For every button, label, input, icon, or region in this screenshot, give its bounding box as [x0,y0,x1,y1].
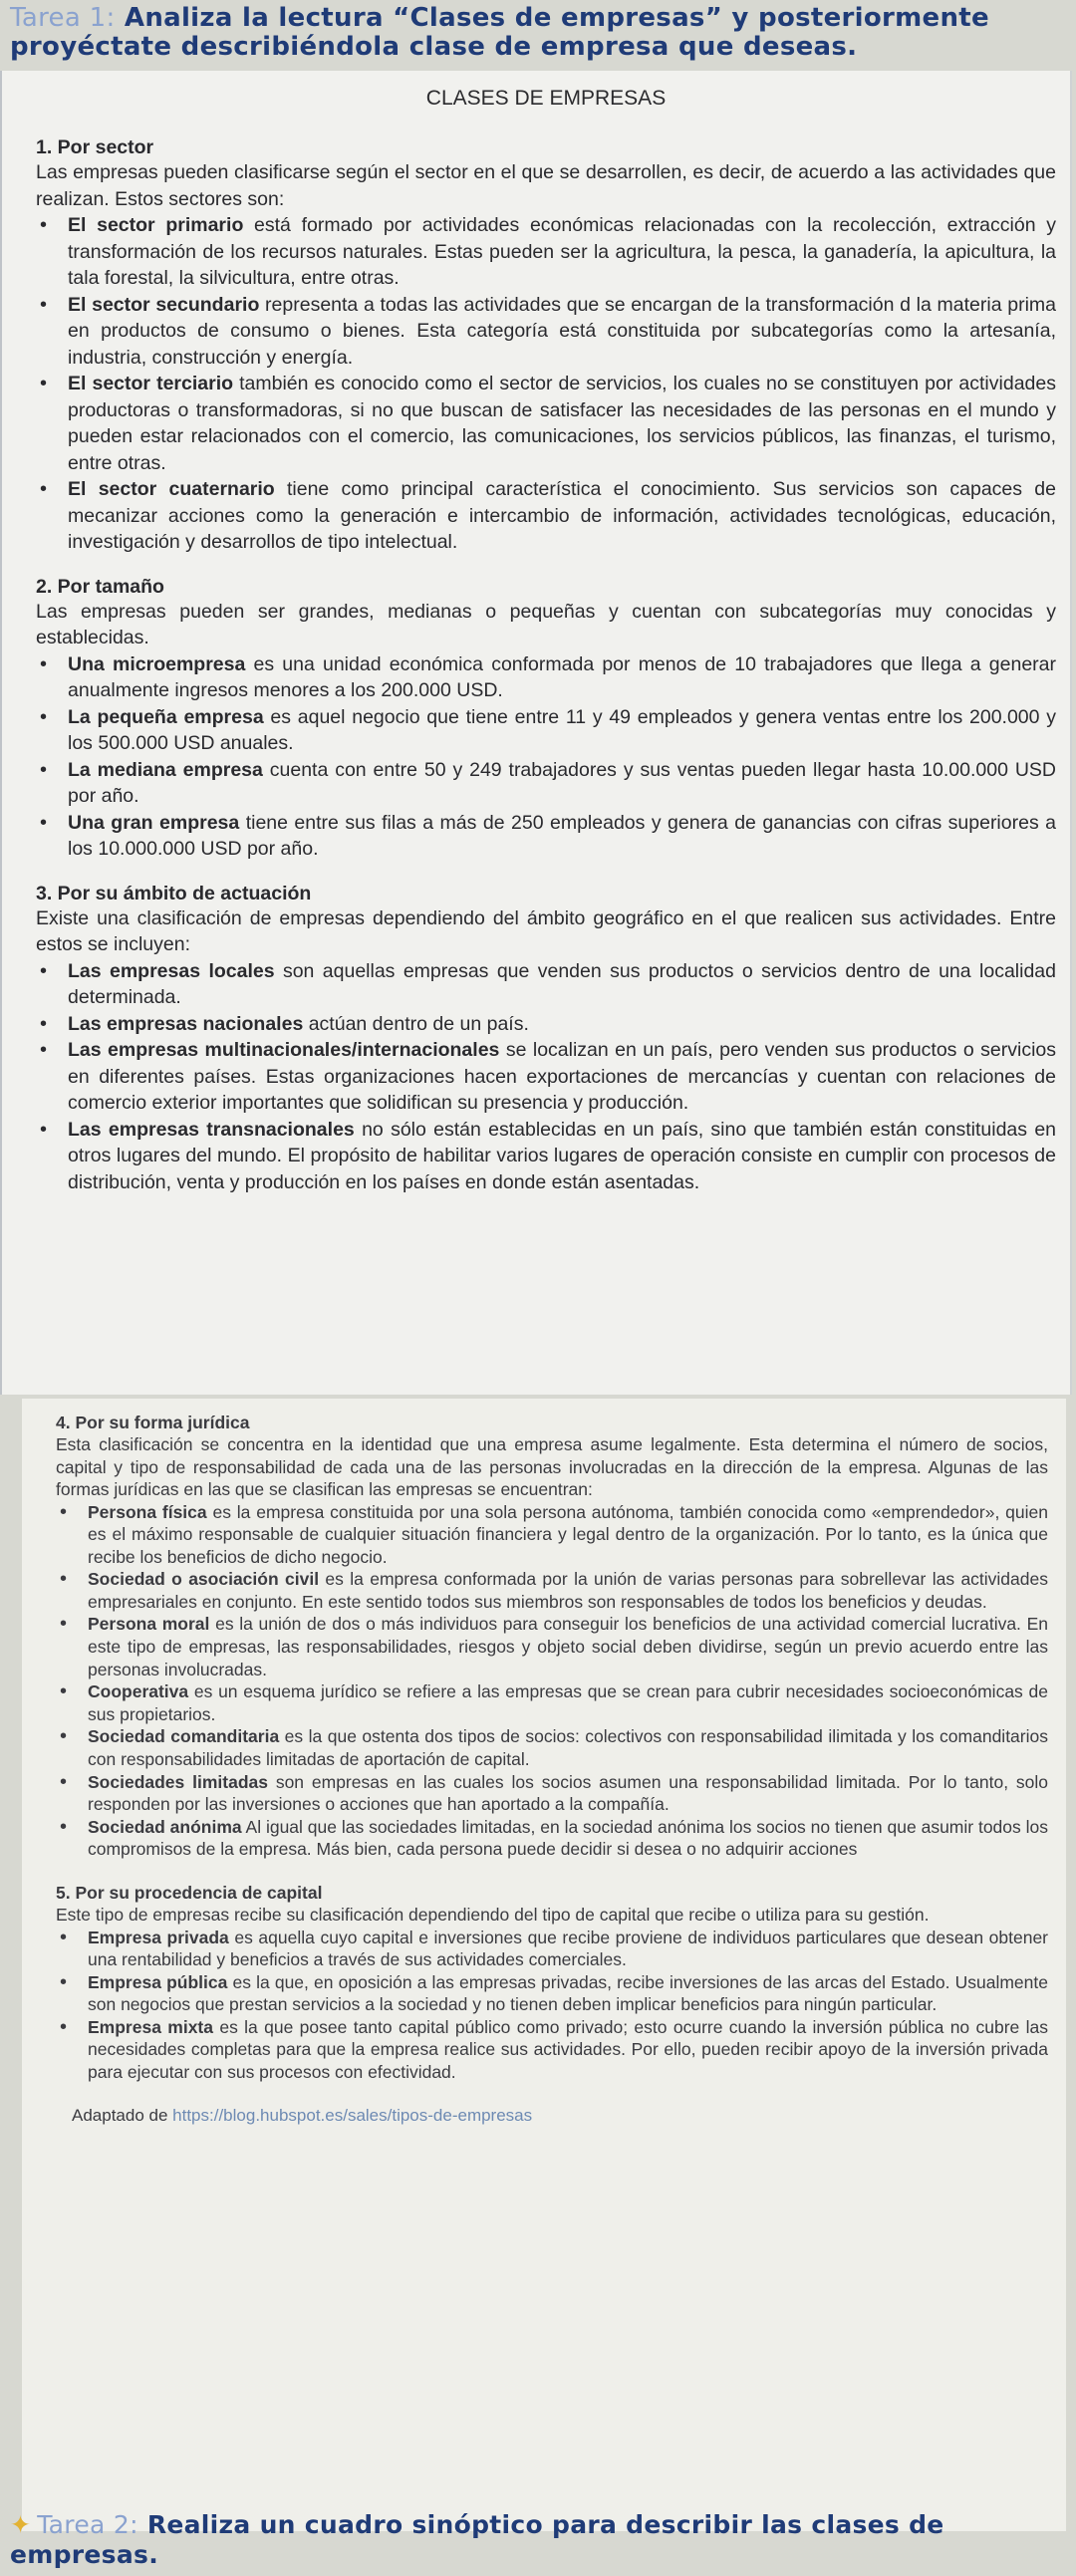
task-2-instruction [10,2510,1062,2570]
list-item: • Sociedad comanditaria es la que ostenta dos tipos de socios: colectivos con responsabilidad ilimitada y los comanditarios con responsabilidades limitadas de aportación de capital. [56,1725,1048,1770]
source-citation [56,2106,1048,2126]
section-heading: 4. Por su forma jurídica [56,1413,250,1432]
task-1-text: Analiza la lectura “Clases de empresas” y posteriormente proyéctate describiéndola clase de empresa que deseas. [10,3,989,62]
list-item: • El sector terciario también es conocido como el sector de servicios, los cuales no se constituyen por actividades productoras o transformadoras, si no que buscan de satisfacer las necesidades de las personas en el mundo y pueden estar relacionados con el comercio, las comunicaciones, los servicios públicos, las finanzas, el turismo, entre otras. [36,371,1056,476]
list-item: • Persona física es la empresa constituida por una sola persona autónoma, también conocida como «emprendedor», quien es el máximo responsable de cualquier situación financiera y legal dentro de la organización. Por lo tanto, es la única que recibe los beneficios de dicho negocio. [56,1501,1048,1569]
task-2-label: Tarea 2: [37,2510,138,2539]
list-item: • El sector cuaternario tiene como principal característica el conocimiento. Sus servicios son capaces de mecanizar acciones como la generación e intercambio de información, actividades tecnológicas, educación, investigación y desarrollos de tipo intelectual. [36,476,1056,556]
section-forma-juridica [56,1413,1048,1861]
section-intro: Este tipo de empresas recibe su clasificación dependiendo del tipo de capital que recibe o utiliza para su gestión. [56,1905,930,1925]
reading-page-2 [22,1399,1066,2531]
task-2-text: Realiza un cuadro sinóptico para describir las clases de empresas. [10,2510,944,2569]
list-item: • El sector primario está formado por actividades económicas relacionadas con la recolección, extracción y transformación de los recursos naturales. Estas pueden ser la agricultura, la pesca, la ganadería, la apicultura, la tala forestal, la silvicultura, entre otras. [36,212,1056,292]
task-1-label: Tarea 1: [10,3,116,33]
section-heading: 1. Por sector [36,136,154,158]
list-item: • Las empresas transnacionales no sólo están establecidas en un país, sino que también están constituidas en otros lugares del mundo. El propósito de habilitar varios lugares de operación consiste en cumplir con procesos de distribución, venta y producción en los países en donde están asentadas. [36,1117,1056,1196]
section-heading: 3. Por su ámbito de actuación [36,882,312,904]
section-procedencia-capital [56,1883,1048,2084]
list-item: • Sociedades limitadas son empresas en las cuales los socios asumen una responsabilidad limitada. Por lo tanto, solo responden por las inversiones o acciones que han aportado a la compañía. [56,1771,1048,1816]
section-heading: 2. Por tamaño [36,575,164,598]
list-item: • Empresa mixta es la que posee tanto capital público como privado; esto ocurre cuando la inversión pública no cubre las necesidades completas para que la empresa realice sus actividades. Por ello, pueden recibir apoyo de la inversión privada para ejecutar con sus procesos con efectividad. [56,2016,1048,2084]
list-item: • Cooperativa es un esquema jurídico se refiere a las empresas que se crean para cubrir necesidades socioeconómicas de sus propietarios. [56,1680,1048,1725]
section-intro: Las empresas pueden ser grandes, medianas o pequeñas y cuentan con subcategorías muy conocidas y establecidas. [36,600,1056,648]
list-item: • Las empresas locales son aquellas empresas que venden sus productos o servicios dentro de una localidad determinada. [36,958,1056,1011]
section-ambito-actuacion [36,883,1056,1196]
list-item: • El sector secundario representa a todas las actividades que se encargan de la transformación d la materia prima en productos de consumo o bienes. Esta categoría está constituida por subcategorías como la artesanía, industria, construcción y energía. [36,292,1056,372]
list-item: • Las empresas nacionales actúan dentro de un país. [36,1011,1056,1038]
list-item: • Empresa privada es aquella cuyo capital e inversiones que recibe proviene de individuos particulares que desean obtener una rentabilidad y beneficios a través de sus actividades comerciales. [56,1927,1048,1971]
list-item: • Sociedad o asociación civil es la empresa conformada por la unión de varias personas para sobrellevar las actividades empresariales en conjunto. En este sentido todos sus miembros son responsables de todos los beneficios y deudas. [56,1568,1048,1613]
list-item: • Empresa pública es la que, en oposición a las empresas privadas, recibe inversiones de las arcas del Estado. Usualmente son negocios que prestan servicios a la sociedad y no tienen deben implicar beneficios para ningún particular. [56,1971,1048,2016]
section-intro: Las empresas pueden clasificarse según el sector en el que se desarrollen, es decir, de acuerdo a las actividades que realizan. Estos sectores son: [36,161,1056,210]
list-item: • La mediana empresa cuenta con entre 50 y 249 trabajadores y sus ventas pueden llegar hasta 10.00.000 USD por año. [36,757,1056,810]
list-item: • Una microempresa es una unidad económica conformada por menos de 10 trabajadores que llega a generar anualmente ingresos menores a los 200.000 USD. [36,651,1056,704]
list-item: • La pequeña empresa es aquel negocio que tiene entre 11 y 49 empleados y genera ventas entre los 200.000 y los 500.000 USD anuales. [36,704,1056,757]
document-title: CLASES DE EMPRESAS [425,87,667,110]
list-item: • Sociedad anónima Al igual que las sociedades limitadas, en la sociedad anónima los socios no tienen que asumir todos los compromisos de la empresa. Más bien, cada persona puede decidir si desea o no adquirir acciones [56,1816,1048,1861]
section-por-tamano [36,576,1056,863]
star-icon: ✦ [10,2510,32,2539]
section-por-sector [36,136,1056,556]
reading-page-1 [0,71,1072,1395]
list-item: • Las empresas multinacionales/internacionales se localizan en un país, pero venden sus productos o servicios en diferentes países. Estas organizaciones hacen exportaciones de mercancías y cuentan con relaciones de comercio exterior importantes que solidifican su presencia y producción. [36,1037,1056,1117]
section-intro: Esta clasificación se concentra en la identidad que una empresa asume legalmente. Esta determina el número de socios, capital y tipo de responsabilidad de cada una de las personas involucradas en la dirección de la empresa. Algunas de las formas jurídicas en las que se clasifican las empresas se encuentran: [56,1434,1048,1499]
task-1-instruction [10,4,1062,62]
source-label: Adaptado de [72,2105,168,2125]
section-intro: Existe una clasificación de empresas dependiendo del ámbito geográfico en el que realicen sus actividades. Entre estos se incluyen: [36,906,1056,955]
section-heading: 5. Por su procedencia de capital [56,1883,323,1903]
list-item: • Persona moral es la unión de dos o más individuos para conseguir los beneficios de una actividad comercial lucrativa. En este tipo de empresas, las responsabilidades, riesgos y objeto social deben dividirse, según un previo acuerdo entre las personas involucradas. [56,1613,1048,1680]
list-item: • Una gran empresa tiene entre sus filas a más de 250 empleados y genera de ganancias con cifras superiores a los 10.000.000 USD por año. [36,810,1056,863]
source-link[interactable]: https://blog.hubspot.es/sales/tipos-de-empresas [172,2105,533,2125]
